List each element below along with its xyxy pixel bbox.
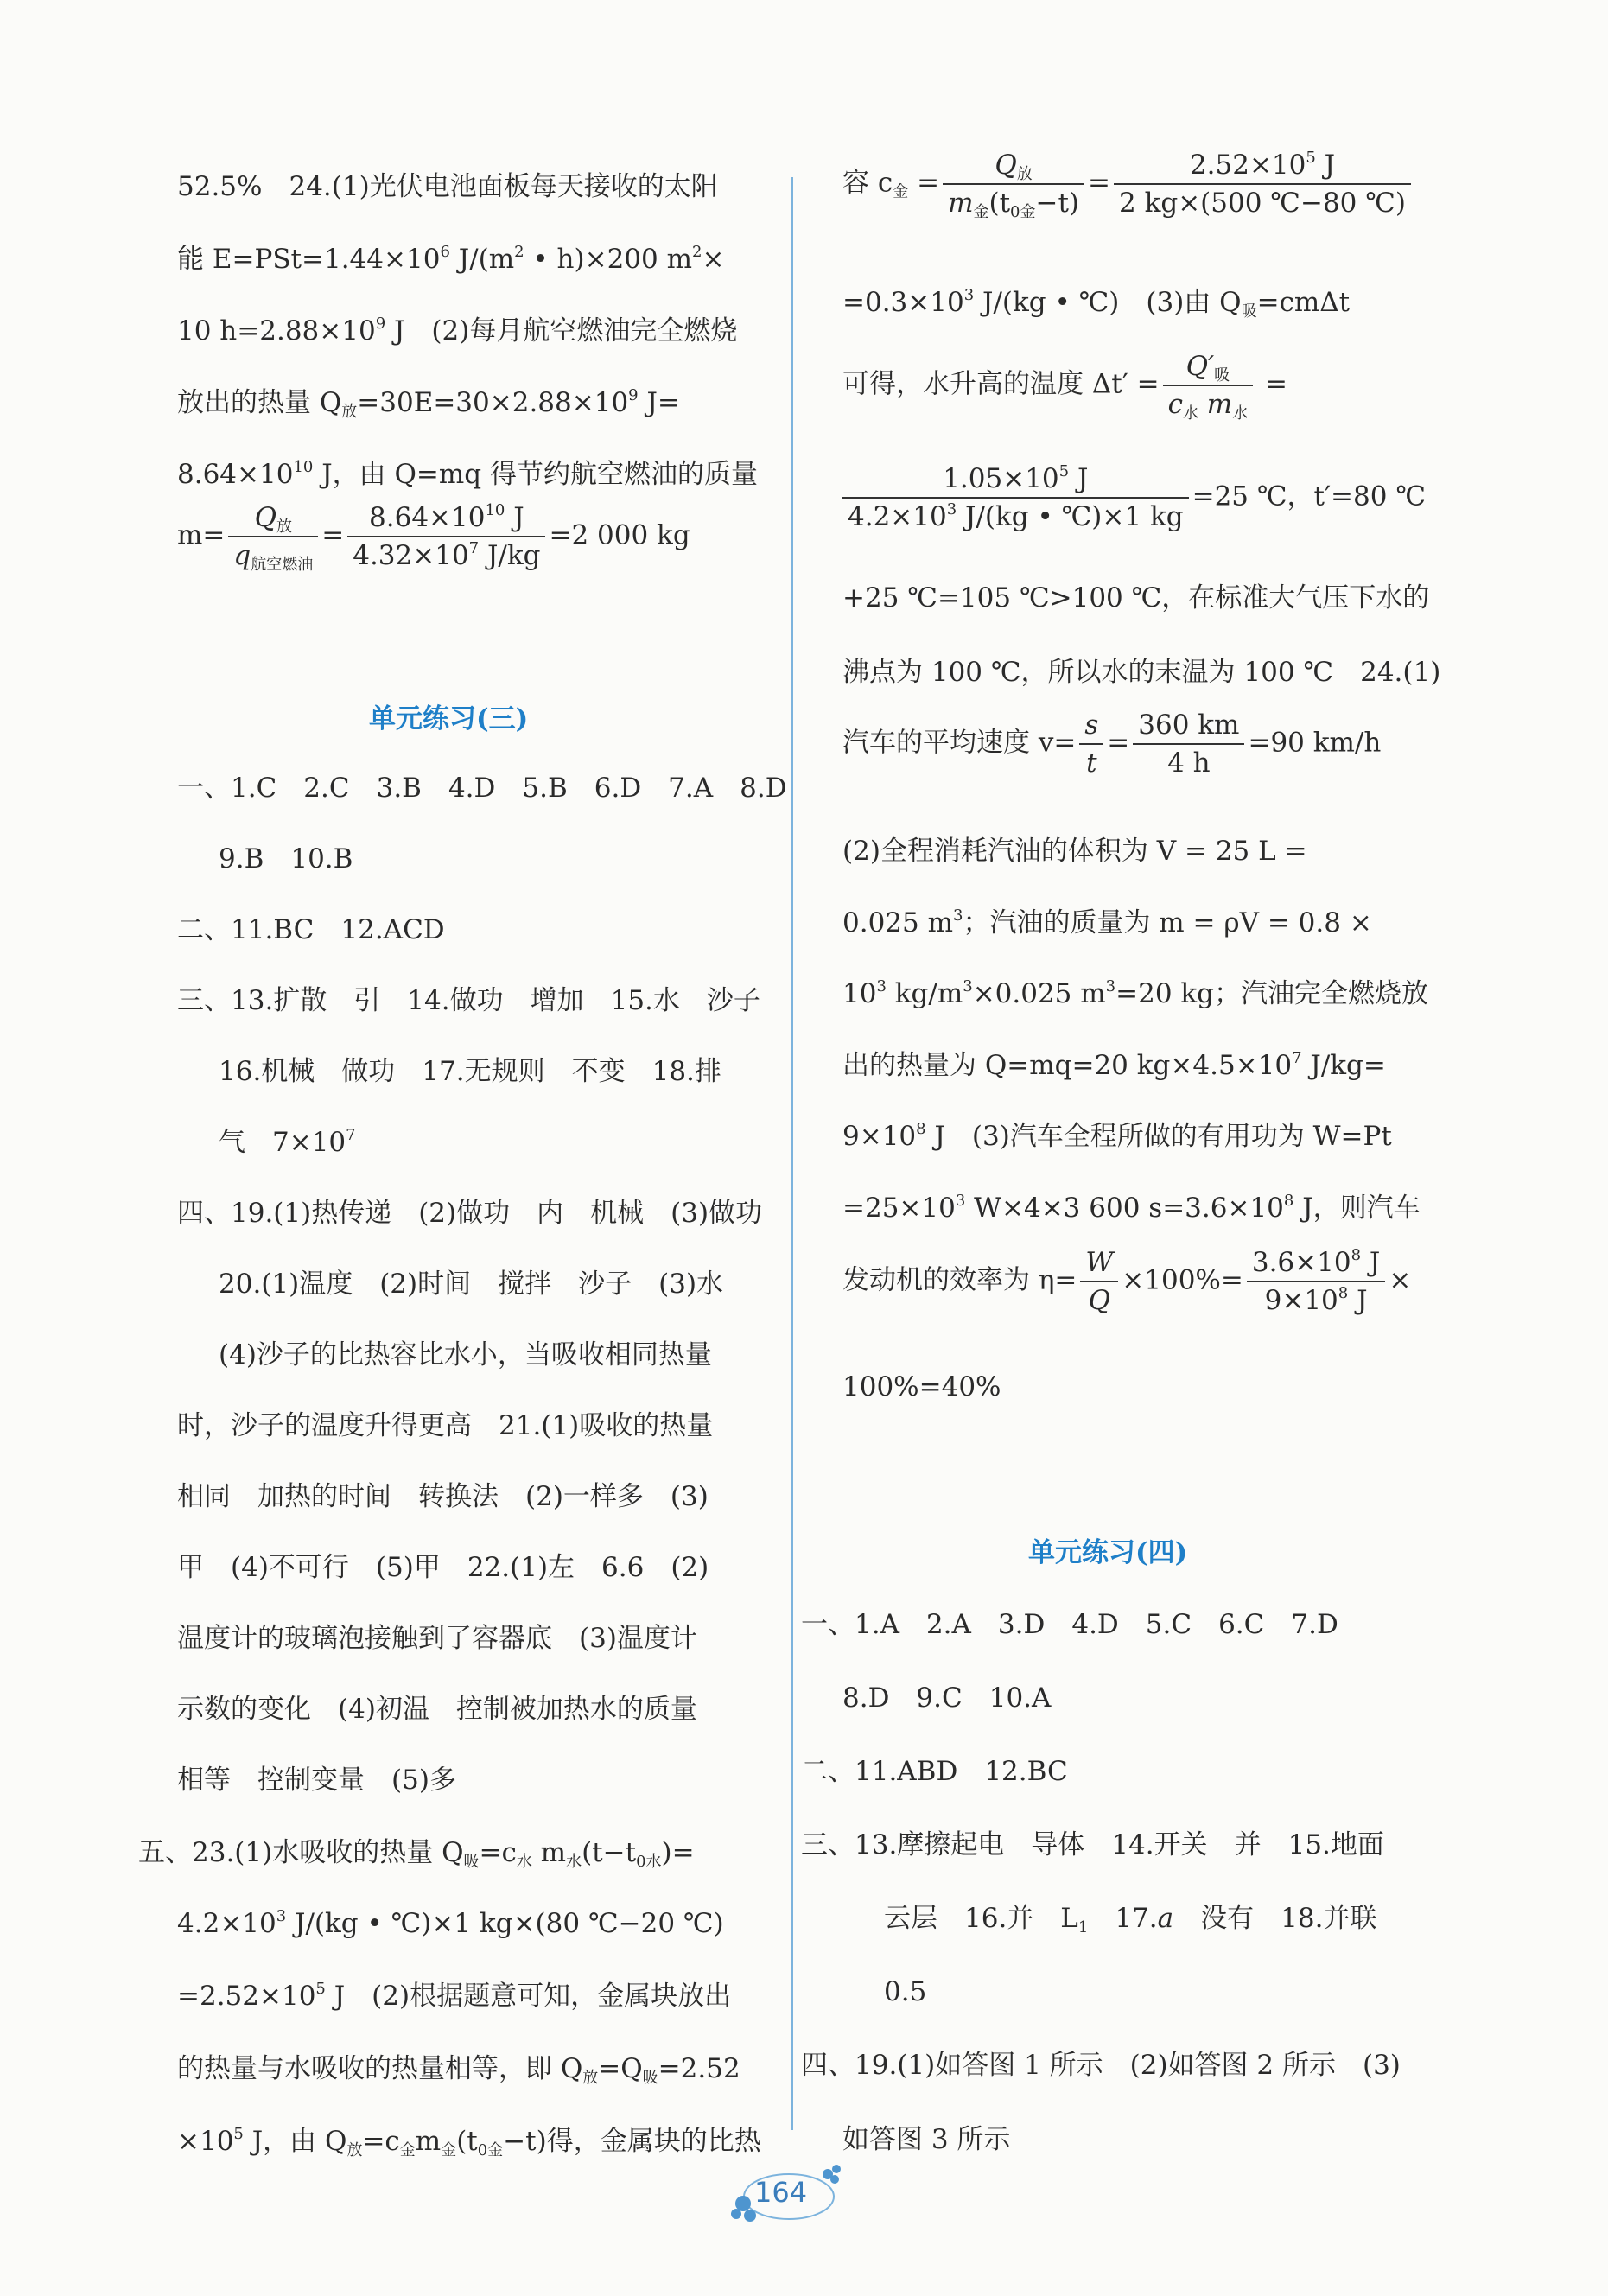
column-divider: [791, 177, 793, 2130]
answer-line: 相等 控制变量 (5)多: [177, 1765, 456, 1796]
fraction: $\frac{2.52\times 10^5 J}{2 kg\times(500 ℃-80 ℃)}$: [1114, 149, 1411, 219]
answer-line: 云层 16.并 $L_1$ 17.a 没有 18.并联: [884, 1903, 1377, 1937]
answer-line: 甲 (4)不可行 (5)甲 22.(1)左 6.6 (2): [177, 1552, 709, 1583]
fraction: $\frac{8.64\times 10^{10} J}{4.32\times 10^7 J/kg}$: [347, 501, 545, 572]
answer-line: $=2.52\times 10^5$ J (2)根据题意可知，金属块放出: [177, 1980, 732, 2012]
answer-line: 20.(1)温度 (2)时间 搅拌 沙子 (3)水: [219, 1269, 724, 1300]
right-line-10: $10^3$ $kg/m^3\times 0.025$ $m^3=20$ kg；汽油完全燃烧放: [842, 977, 1429, 1009]
answer-line: 的热量与水吸收的热量相等，即 $Q_放=Q_吸=2.52$: [177, 2053, 740, 2087]
page-number-badge: [724, 2160, 854, 2229]
answer-line: 三、13.摩擦起电 导体 14.开关 并 15.地面: [801, 1829, 1384, 1860]
answer-line: $4.2\times 10^3$ J/(kg • ℃)×1 kg×(80 ℃−20 ℃): [177, 1907, 724, 1939]
right-line-7-equation: 汽车的平均速度 v= $\frac{s}{t}$ = $\frac{360 km}{4 h}$ =90 km/h: [842, 709, 1382, 779]
right-line-8: (2)全程消耗汽油的体积为 V = 25 L =: [842, 836, 1307, 867]
answer-line: 示数的变化 (4)初温 控制被加热水的质量: [177, 1694, 697, 1725]
fraction: $\frac{W}{Q}$: [1080, 1246, 1118, 1317]
fraction: $\frac{Q_放}{m_金(t_{0金}-t)}$: [943, 149, 1084, 219]
right-line-12: $9\times 10^8$ J (3)汽车全程所做的有用功为 W=Pt: [842, 1120, 1392, 1152]
fraction: $\frac{Q_放}{q_{航空燃油}}$: [228, 501, 318, 572]
answer-line: 二、11.BC 12.ACD: [177, 914, 445, 945]
answer-line: 16.机械 做功 17.无规则 不变 18.排: [219, 1056, 721, 1087]
right-line-4-equation: $\frac{1.05\times 10^5 J}{4.2\times 10^3 J/(kg • ℃)\times 1 kg}$ =25 ℃，t′=80 ℃: [842, 462, 1426, 533]
left-line-1: 52.5% 24.(1)光伏电池面板每天接收的太阳: [177, 171, 718, 202]
answer-line: 0.5: [884, 1976, 927, 2007]
answer-line: 四、19.(1)热传递 (2)做功 内 机械 (3)做功: [177, 1198, 763, 1229]
right-line-9: 0.025 $m^3$；汽油的质量为 m = ρV = 0.8 ×: [842, 906, 1372, 938]
left-line-4: 放出的热量 $Q_放=30E=30\times 2.88\times 10^9$ J=: [177, 386, 680, 421]
section-title-unit-4: 单元练习(四): [1028, 1537, 1188, 1568]
right-line-1-equation: 容 $c_金$ = $\frac{Q_放}{m_金(t_{0金}-t)}$ = $\frac{2.52\times 10^5 J}{2 kg\times(500 ℃-80 ℃)}$: [842, 149, 1414, 219]
answer-line: 气 $7\times 10^7$: [219, 1126, 356, 1158]
left-line-3: 10 $h=2.88\times 10^9$ J (2)每月航空燃油完全燃烧: [177, 315, 738, 347]
answer-line: 一、1.A 2.A 3.D 4.D 5.C 6.C 7.D: [801, 1609, 1338, 1640]
right-line-15: 100%=40%: [842, 1371, 1001, 1402]
answer-line: 8.D 9.C 10.A: [842, 1682, 1052, 1714]
answer-line: 五、23.(1)水吸收的热量 $Q_吸=c_水$ $m_水(t-t_{0水})=$: [138, 1837, 695, 1871]
right-line-3-equation: 可得，水升高的温度 Δt′ = $\frac{Q'_吸}{c_水 m_水}$ =: [842, 351, 1288, 423]
answer-line: 二、11.ABD 12.BC: [801, 1756, 1068, 1787]
fraction: $\frac{3.6\times 10^8 J}{9\times 10^8 J}$: [1247, 1246, 1385, 1317]
answer-line: (4)沙子的比热容比水小，当吸收相同热量: [219, 1339, 712, 1371]
answer-line: 三、13.扩散 引 14.做功 增加 15.水 沙子: [177, 985, 760, 1016]
left-line-2: 能 $E=PSt=1.44\times 10^6$ $J/(m^2$ • h)×200 $m^2\times$: [177, 243, 725, 275]
right-line-13: $=25\times 10^3$ W×4×3 600 $s=3.6\times 10^8$ J，则汽车: [842, 1192, 1421, 1224]
right-line-2: $=0.3\times 10^3$ J/(kg • ℃) (3)由 $Q_吸=cm\Delta t$: [842, 286, 1351, 321]
fraction: $\frac{1.05\times 10^5 J}{4.2\times 10^3 J/(kg • ℃)\times 1 kg}$: [842, 462, 1189, 533]
right-line-11: 出的热量为 Q=mq=20 $kg\times 4.5\times 10^7$ J/kg=: [842, 1049, 1386, 1081]
answer-line: 时，沙子的温度升得更高 21.(1)吸收的热量: [177, 1410, 714, 1441]
answer-line: 如答图 3 所示: [842, 2124, 1011, 2155]
page-number: 164: [754, 2176, 808, 2209]
answer-line: 相同 加热的时间 转换法 (2)一样多 (3): [177, 1481, 709, 1512]
answer-line: 四、19.(1)如答图 1 所示 (2)如答图 2 所示 (3): [801, 2050, 1401, 2081]
left-line-6-equation: m= $\frac{Q_放}{q_{航空燃油}}$ = $\frac{8.64\times 10^{10} J}{4.32\times 10^7 J/kg}$ =2 000 kg: [177, 501, 690, 574]
answer-line: $\times 10^5$ J，由 $Q_放=c_金m_金(t_{0金}-t)$得，金属块的比热: [177, 2125, 761, 2159]
fraction: $\frac{Q'_吸}{c_水 m_水}$: [1163, 350, 1254, 421]
fraction: $\frac{360 km}{4 h}$: [1133, 709, 1244, 779]
answer-line: 9.B 10.B: [219, 843, 353, 875]
answer-line: 温度计的玻璃泡接触到了容器底 (3)温度计: [177, 1623, 697, 1654]
fraction: $\frac{s}{t}$: [1079, 709, 1103, 779]
section-title-unit-3: 单元练习(三): [369, 703, 529, 735]
left-line-5: $8.64\times 10^{10}$ J，由 Q=mq 得节约航空燃油的质量: [177, 458, 758, 490]
answer-line: 一、1.C 2.C 3.B 4.D 5.B 6.D 7.A 8.D: [177, 773, 787, 804]
right-line-14-equation: 发动机的效率为 η= $\frac{W}{Q}$ ×100%= $\frac{3.6\times 10^8 J}{9\times 10^8 J}$ ×: [842, 1246, 1412, 1316]
right-line-5: +25 ℃=105 ℃>100 ℃，在标准大气压下水的: [842, 582, 1430, 614]
right-line-6: 沸点为 100 ℃，所以水的末温为 100 ℃ 24.(1): [842, 657, 1441, 688]
